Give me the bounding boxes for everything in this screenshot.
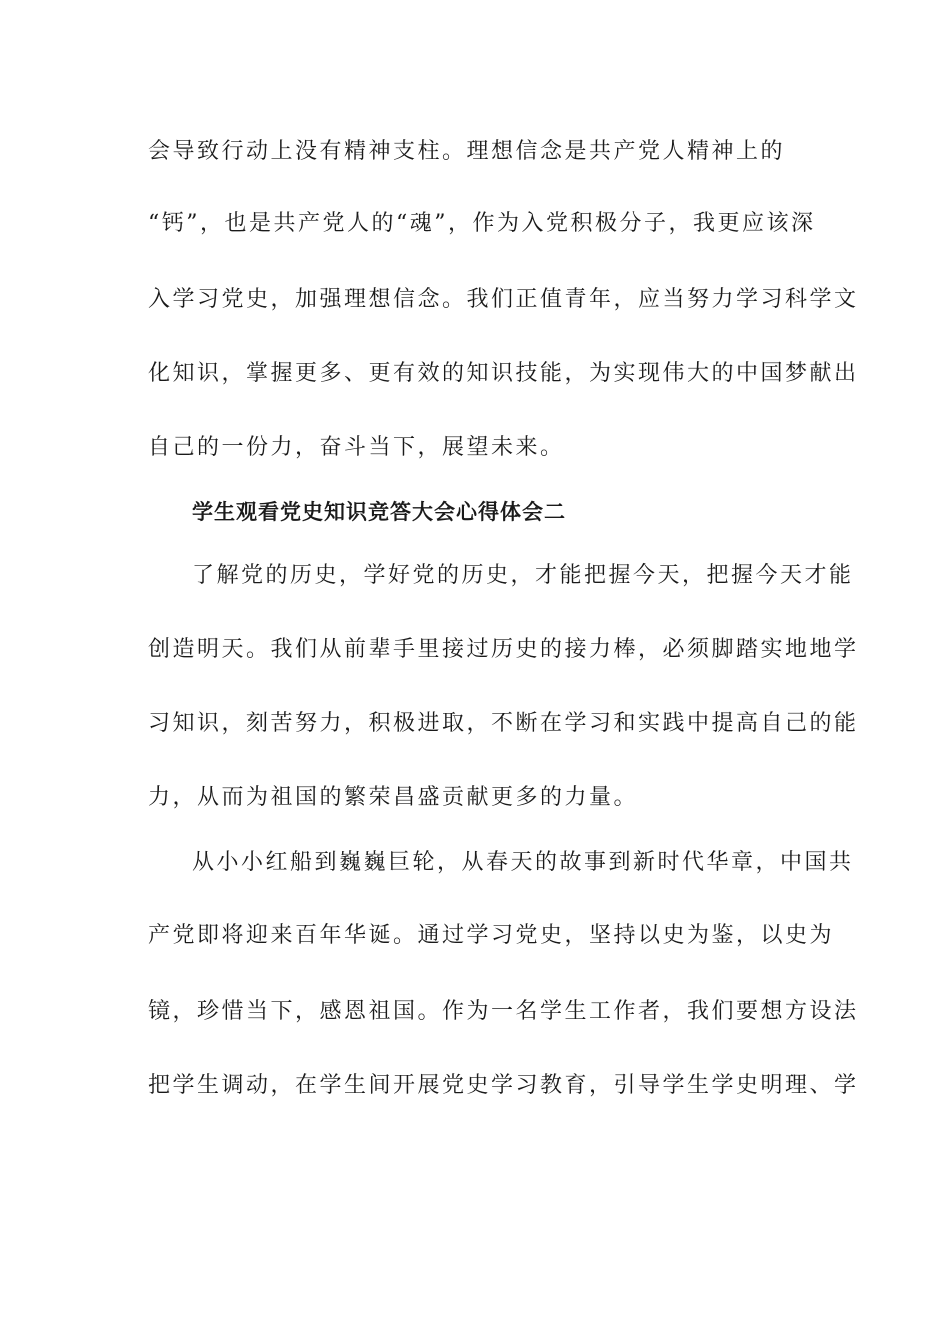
paragraph-line: 把学生调动，在学生间开展党史学习教育，引导学生学史明理、学 xyxy=(148,1073,859,1098)
paragraph-line: 入学习党史，加强理想信念。我们正值青年，应当努力学习科学文 xyxy=(148,287,859,312)
paragraph-line: 自己的一份力，奋斗当下，展望未来。 xyxy=(148,435,565,460)
paragraph-line: 化知识，掌握更多、更有效的知识技能，为实现伟大的中国梦献出 xyxy=(148,361,859,386)
paragraph-line: 创造明天。我们从前辈手里接过历史的接力棒，必须脚踏实地地学 xyxy=(148,637,859,662)
paragraph-line: 了解党的历史，学好党的历史，才能把握今天，把握今天才能 xyxy=(192,563,854,588)
section-heading: 学生观看党史知识竞答大会心得体会二 xyxy=(192,500,566,524)
paragraph-line: “钙”，也是共产党人的“魂”，作为入党积极分子，我更应该深 xyxy=(148,211,816,236)
paragraph-line: 从小小红船到巍巍巨轮，从春天的故事到新时代华章，中国共 xyxy=(192,850,854,875)
paragraph-line: 镜，珍惜当下，感恩祖国。作为一名学生工作者，我们要想方设法 xyxy=(148,999,859,1024)
paragraph-line: 会导致行动上没有精神支柱。理想信念是共产党人精神上的 xyxy=(148,139,786,164)
paragraph-line: 产党即将迎来百年华诞。通过学习党史，坚持以史为鉴，以史为 xyxy=(148,923,835,948)
paragraph-line: 力，从而为祖国的繁荣昌盛贡献更多的力量。 xyxy=(148,785,639,810)
paragraph-line: 习知识，刻苦努力，积极进取，不断在学习和实践中提高自己的能 xyxy=(148,711,859,736)
